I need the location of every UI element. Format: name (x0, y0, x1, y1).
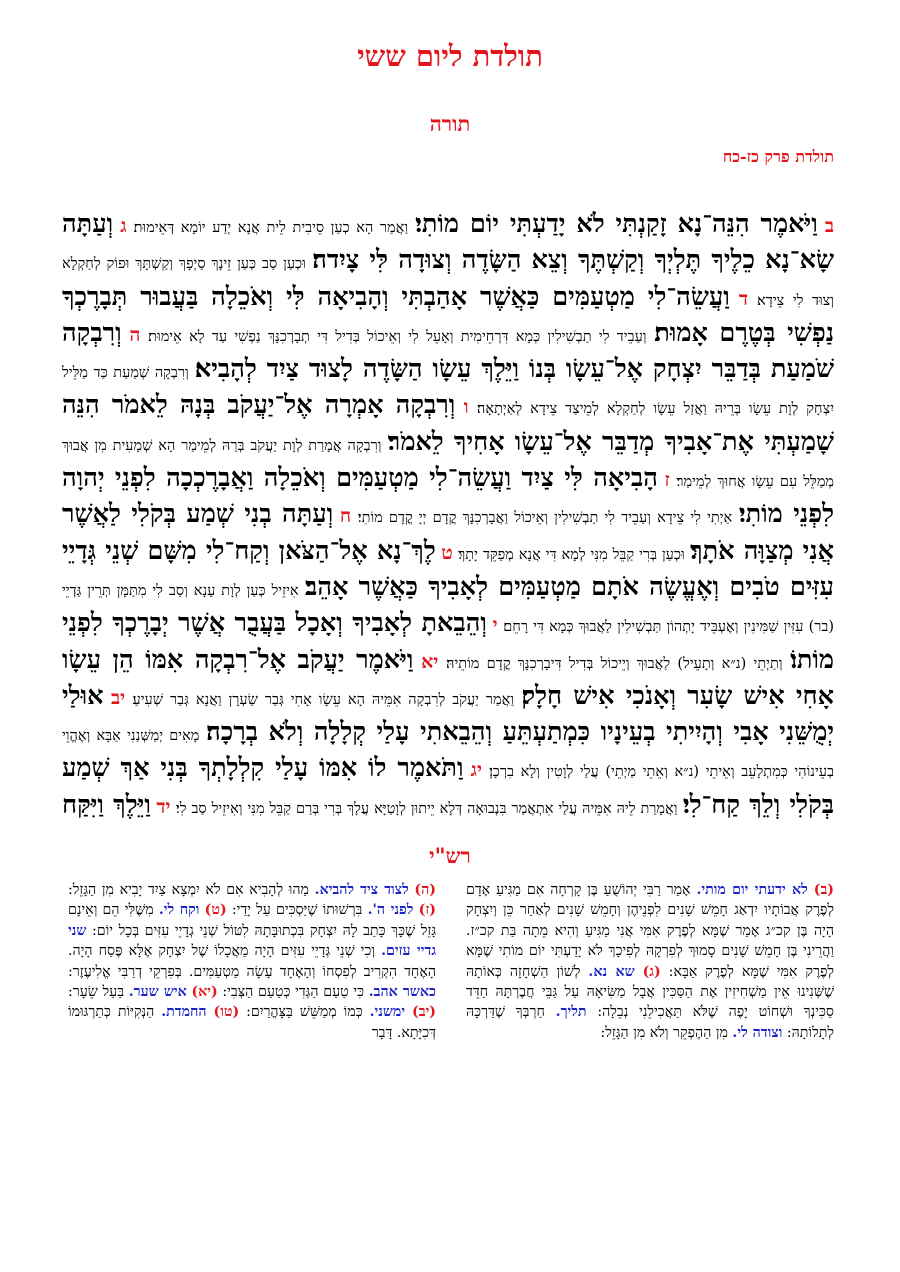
onkelos-translation: אַיְתִי לִי צֵידָא וְעַבֵיד לִי תַבְשִׁילִין וְאֵיכוֹל וַאֲבָרְכִנָּךְ קֳדָם יְיָ קֳדָם מוֹתִי׃ (357, 510, 733, 527)
rashi-comment (227, 902, 436, 918)
rashi-comment (218, 984, 436, 1000)
torah-verse: וְעַתָּה שָׂא־נָא כֵלֶיךָ תֶּלְיְךָ וְקַשְׁתֶּךָ וְצֵא הַשָּׂדֶה וְצוּדָה לִּי צָיִדה׃ (62, 209, 834, 276)
torah-verse: וַיֹּאמֶר הִנֵּה־נָא זָקַנְתִּי לֹא יָדַעְתִּי יוֹם מוֹתִי׃ (415, 209, 818, 239)
onkelos-translation: אִיזֵיל כְּעַן לְוָת עָנָא וְסַב לִי מִתַּמָּן תְּרֵין גַּדְיֵי (בר) עִזִּין שַׁמִּינִין וְאֶעְבֵּיד יָתְהוֹן תַּבְשִׁילִין לַאֲבוּךְ כְּמָא דִּי רָחֵם׃ (62, 582, 834, 636)
rashi-comment-text: מַהוּ לְהָבִיא אִם לֹא יִמְצָא צַיִד יָבִיא מִן הַגָּזֵל: (68, 882, 309, 898)
rashi-comment (68, 882, 436, 898)
rashi-column-right (466, 880, 834, 1142)
rashi-column-left (68, 880, 436, 1142)
torah-verse: וְרִבְקָה אָמְרָה אֶל־יַעֲקֹב בְּנָהּ לֵאמֹר הִנֵּה שָׁמַעְתִּי אֶת־אָבִיךָ מְדַבֵּר אֶל־עֵשָׂו אָחִיךָ לֵאמֹר׃ (62, 390, 834, 457)
torah-verse: אוּלַי יְמֻשֵּׁנִי אָבִי וְהָיִיתִי בְעֵינָיו כִּמְתַעְתֵּעַ וְהֵבֵאתִי עָלַי קְלָלָה וְלֹא בְרָכָה׃ (62, 680, 835, 748)
verse-unit (127, 209, 834, 239)
onkelos-translation: וַאֲמַר הָא כְעַן סֵיבִית לֵית אֲנָא יְדַע יוֹמָא דְּאֵימוּת׃ (133, 220, 409, 236)
rashi-verse-ref: (ט) (204, 902, 227, 919)
torah-verse: וַתֹּאמֶר לוֹ אִמּוֹ עָלַי קִלְלָתְךָ בְּנִי אַךְ שְׁמַע בְּקֹלִי וְלֵךְ קַח־לִי׃ (62, 753, 835, 820)
rashi-dibur-hamatchil: לצוד ציד להביא. (314, 882, 409, 898)
verse-number: ו (463, 396, 469, 419)
rashi-dibur-hamatchil: איש שער. (128, 984, 187, 1001)
rashi-dibur-hamatchil: ימשני. (369, 1004, 406, 1021)
rashi-verse-ref: (יא) (191, 984, 218, 1001)
rashi-comment-text: הַנְּקִיּוֹת כְּתַרְגּוּמוֹ דְּכִיָּתָא. דָּבָר (68, 1004, 436, 1041)
torah-verse: לֶךְ־נָא אֶל־הַצֹּאן וְקַח־לִי מִשָּׁם שְׁנֵי גְּדָיֵי עִזִּים טֹבִים וְאֶעֱשֶׂה אֹתָם מַטְעַמִּים לְאָבִיךָ כַּאֲשֶׁר אָהֵב׃ (62, 535, 834, 602)
onkelos-translation: וְתַיְתֵי (נ״א וְתָעֵיל) לַאֲבוּךְ וְיֵיכוֹל בְּדִיל דִּיבָרְכִנָּךְ קֳדָם מוֹתֵיהּ׃ (446, 655, 783, 672)
onkelos-translation: וַאֲמַר יַעֲקֹב לְרִבְקָה אִמֵּיהּ הָא עֵשָׂו אָחִי גְּבַר שַׂעְרָן וַאֲנָא גְּבַר שְׁעִיעַ׃ (132, 691, 515, 708)
torah-verse: וַיֵּלֶךְ וַיִּקַּח (62, 789, 151, 820)
rashi-comment-text: בַּעַל שֵׂעָר: (68, 984, 125, 1001)
verse-unit (62, 789, 171, 820)
torah-text-block (62, 208, 835, 820)
page-title: תולדת ליום ששי (357, 39, 543, 73)
rashi-comment-text: כִּי טַעַם הַגְּדִי כְּטַעַם הַצְּבִי: (222, 984, 365, 1001)
onkelos-translation: וּכְעַן בְּרִי קַבֵּל מִנִּי לְמָא דִּי אֲנָא מְפַקֵּד יָתָךְ׃ (458, 546, 685, 563)
onkelos-translation: וְרִבְקָה שְׁמַעַת כַּד מַלֵּיל יִצְחָק לְוָת עֵשָׂו בְּרֵיהּ וַאֲזַל עֵשָׂו לְחַקְלָא לְמֵיצַד צֵידָא לְאַיְתָאָה׃ (62, 365, 834, 418)
rashi-dibur-hamatchil: שני גדיי עזים. (68, 922, 437, 960)
rashi-dibur-hamatchil: וצודה לי. (732, 1024, 783, 1041)
onkelos-translation: וּכְעַן סַב כְּעַן זֵינָךְ סַיְפָךְ וְקַשְׁתָּךְ וּפוֹק לְחַקְלָא וְצוּד לִי צֵידָא׃ (62, 256, 834, 309)
torah-verse: וְעַתָּה בְנִי שְׁמַע בְּקֹלִי לַאֲשֶׁר אֲנִי מְצַוָּה אֹתָךְ׃ (62, 499, 835, 566)
rashi-dibur-hamatchil: כאשר אהב. (368, 984, 436, 1001)
rashi-verse-ref: (ז) (418, 902, 437, 919)
rashi-dibur-hamatchil: שא נא. (588, 963, 635, 980)
verse-number: ד (738, 287, 749, 310)
onkelos-translation: וַאֲמָרַת לֵיהּ אִמֵּיהּ עֲלַי אִתְאֲמַר בִּנְבוּאָה דְּלָא יֵיתוּן לְוָטַיָּא עֲלָךְ בְּרִי בְּרַם קַבֵּל מִנִּי וְאִיזֵיל סַב לִי׃ (175, 800, 678, 817)
rashi-comment-text: מִשֶּׁלִּי הֵם וְאֵינָם גָּזֵל שֶׁכָּךְ כָּתַב לָהּ יִצְחָק בִּכְתוּבָּתָהּ לִטּוֹל שְׁנֵי גְדָיֵי עִזִּים בְּכָל יוֹם: (68, 902, 436, 939)
rashi-comment-text: כְּמוֹ מְמַשֵּׁשׁ בַּצָּהֳרַיִם: (246, 1004, 363, 1021)
section-heading-rashi: רש"י (429, 843, 471, 868)
verse-number: יד (156, 795, 171, 818)
section-heading-torah: תורה (429, 111, 471, 136)
torah-verse: וַעֲשֵׂה־לִי מַטְעַמִּים כַּאֲשֶׁר אָהַבְתִּי וְהָבִיאָה לִּי וְאֹכֵלָה בַּעֲבוּר תְּבָרֶכְךָ נַפְשִׁי בְּטֶרֶם אָמוּת׃ (62, 281, 835, 348)
verse-number: יא (421, 650, 439, 673)
rashi-comment (68, 984, 218, 1000)
rashi-dibur-hamatchil: לא ידעתי יום מותי. (696, 882, 808, 898)
rashi-verse-ref: (ג) (642, 963, 661, 980)
rashi-comment (600, 1025, 782, 1041)
rashi-verse-ref: (טו) (213, 1004, 240, 1021)
rashi-dibur-hamatchil: לפני ה'. (367, 902, 414, 919)
verse-number: יב (110, 686, 126, 709)
torah-verse: וְרִבְקָה שֹׁמַעַת בְּדַבֵּר יִצְחָק אֶל־עֵשָׂו בְּנוֹ וַיֵּלֶךְ עֵשָׂו הַשָּׂדֶה לָצוּד צַיִד לְהָבִיא׃ (62, 317, 834, 385)
rashi-verse-ref: (ב) (813, 882, 834, 898)
rashi-comment-text: אָמַר רַבִּי יְהוֹשֻׁעַ בֶּן קָרְחָה אִם מַגִּיעַ אָדָם לְפֶרֶק אֲבוֹתָיו יִדְאַג חָמֵשׁ שָׁנִים לִפְנֵיהֶן וְחָמֵשׁ שָׁנִים לְאַחַר כֵּן וְיִצְחָק הָיָה בֶּן קכ״ג אָמַר שֶׁמָּא לְפֶרֶק אִמִּי אֲנִי מַגִּיעַ וְהִיא מֵתָה בַּת קכ״ז. וַהֲרֵינִי בֶּן חָמֵשׁ שָׁנִים סָמוּךְ לְפִרְקָהּ לְפִיכָךְ לֹא יָדַעְתִּי יוֹם מוֹתִי שֶׁמָּא לְפֶרֶק אִמִּי שֶׁמָּא לְפֶרֶק אַבָּא: (466, 882, 835, 980)
verse-number: ב (824, 215, 834, 237)
rashi-dibur-hamatchil: וקח לי. (158, 902, 200, 919)
verse-number: י (492, 614, 498, 637)
rashi-comment-text: וְכִי שְׁנֵי גְּדָיֵי עִזִּים הָיָה מַאֲכָלוֹ שֶׁל יִצְחָק אֶלָּא פֶּסַח הָיָה. הָאֶחָד הִקְרִיב לְפִסְחוֹ וְהָאֶחָד עָשָׂה מַטְעַמִּים. בְּפִרְקֵי דְרַבִּי אֱלִיעֶזֶר: (68, 943, 436, 980)
rashi-comment-text: מִן הַהֶפְקֵר וְלֹא מִן הַגָּזֵל: (600, 1024, 728, 1041)
rashi-comment-text: חַרְבְּךָ שֶׁדַּרְכָּהּ לְתָלוֹתָהּ: (466, 1004, 834, 1041)
chapter-reference: תולדת פרק כז-כח (722, 147, 834, 166)
verse-number: ה (129, 323, 141, 346)
verse-number: ג (120, 215, 127, 237)
torah-verse: וְהֵבֵאתָ לְאָבִיךָ וְאָכָל בַּעֲבֻר אֲשֶׁר יְבָרֶכְךָ לִפְנֵי מוֹתוֹ׃ (62, 608, 835, 675)
onkelos-translation: וְרִבְקָה אֲמָרַת לְוָת יַעֲקֹב בְּרַהּ לְמֵימַר הָא שְׁמָעִית מִן אֲבוּךְ מְמַלֵּל עִם עֵשָׂו אֲחוּךְ לְמֵימַר׃ (62, 437, 835, 491)
rashi-verse-ref: (יב) (412, 1004, 436, 1021)
rashi-verse-ref: (ה) (414, 882, 436, 898)
verse-number: ח (339, 505, 352, 528)
onkelos-translation: מָאִים יְמַשְּׁנַנִי אַבָּא וְאֶהֱוֵי בְעֵינוֹהִי כְּמִתְלָעֵב וְאֵיתֵי (נ״א וְאֵתֵי מַיְתֵי) עֲלַי לְוָטִין וְלָא בִרְכָן׃ (62, 728, 834, 781)
verse-number: יג (470, 759, 482, 782)
rashi-dibur-hamatchil: החמדת. (161, 1004, 207, 1021)
torah-verse: הָבִיאָה לִּי צַיִד וַעֲשֵׂה־לִי מַטְעַמִּים וְאֹכֵלָה וַאֲבָרֶכְכָה לִפְנֵי יְהוָה לִפְנֵי מוֹתִי׃ (62, 463, 834, 530)
torah-verse: וַיֹּאמֶר יַעֲקֹב אֶל־רִבְקָה אִמּוֹ הֵן עֵשָׂו אָחִי אִישׁ שָׂעִר וְאָנֹכִי אִישׁ חָלָק׃ (62, 644, 834, 711)
rashi-comment-text: לְשׁוֹן הַשְׁחָזָה כְּאוֹתָהּ שֶׁשְּׁנִינוּ אֵין מַשְׁחִיזִין אֶת הַסַּכִּין אֲבָל מַשִּׂיאָהּ עַל גַּבֵּי חֲבֶרְתָּהּ חַדֵּד סַכִּינְךָ וּשְׁחוֹט יָפֶה שֶׁלֹּא תַּאֲכִילֵנִי נְבֵלָה: (466, 963, 834, 1021)
verse-number: ז (664, 469, 670, 492)
rashi-comment (239, 1004, 436, 1020)
rashi-comment-text: בִּרְשׁוּתוֹ שֶׁיַּסְכִּים עַל יָדַי: (231, 902, 363, 919)
onkelos-translation: וְעַבֵיד לִי תַבְשִׁילִין כְּמָא דִּרְחֵימִית וְאָעֵל לִי וְאֵיכוֹל בְּדִיל דִּי תְבָרְכִנָּךְ נַפְשִׁי עַד לָא אֵימוּת׃ (148, 328, 647, 345)
verse-number: ט (441, 541, 453, 564)
rashi-dibur-hamatchil: תליך. (555, 1004, 587, 1021)
